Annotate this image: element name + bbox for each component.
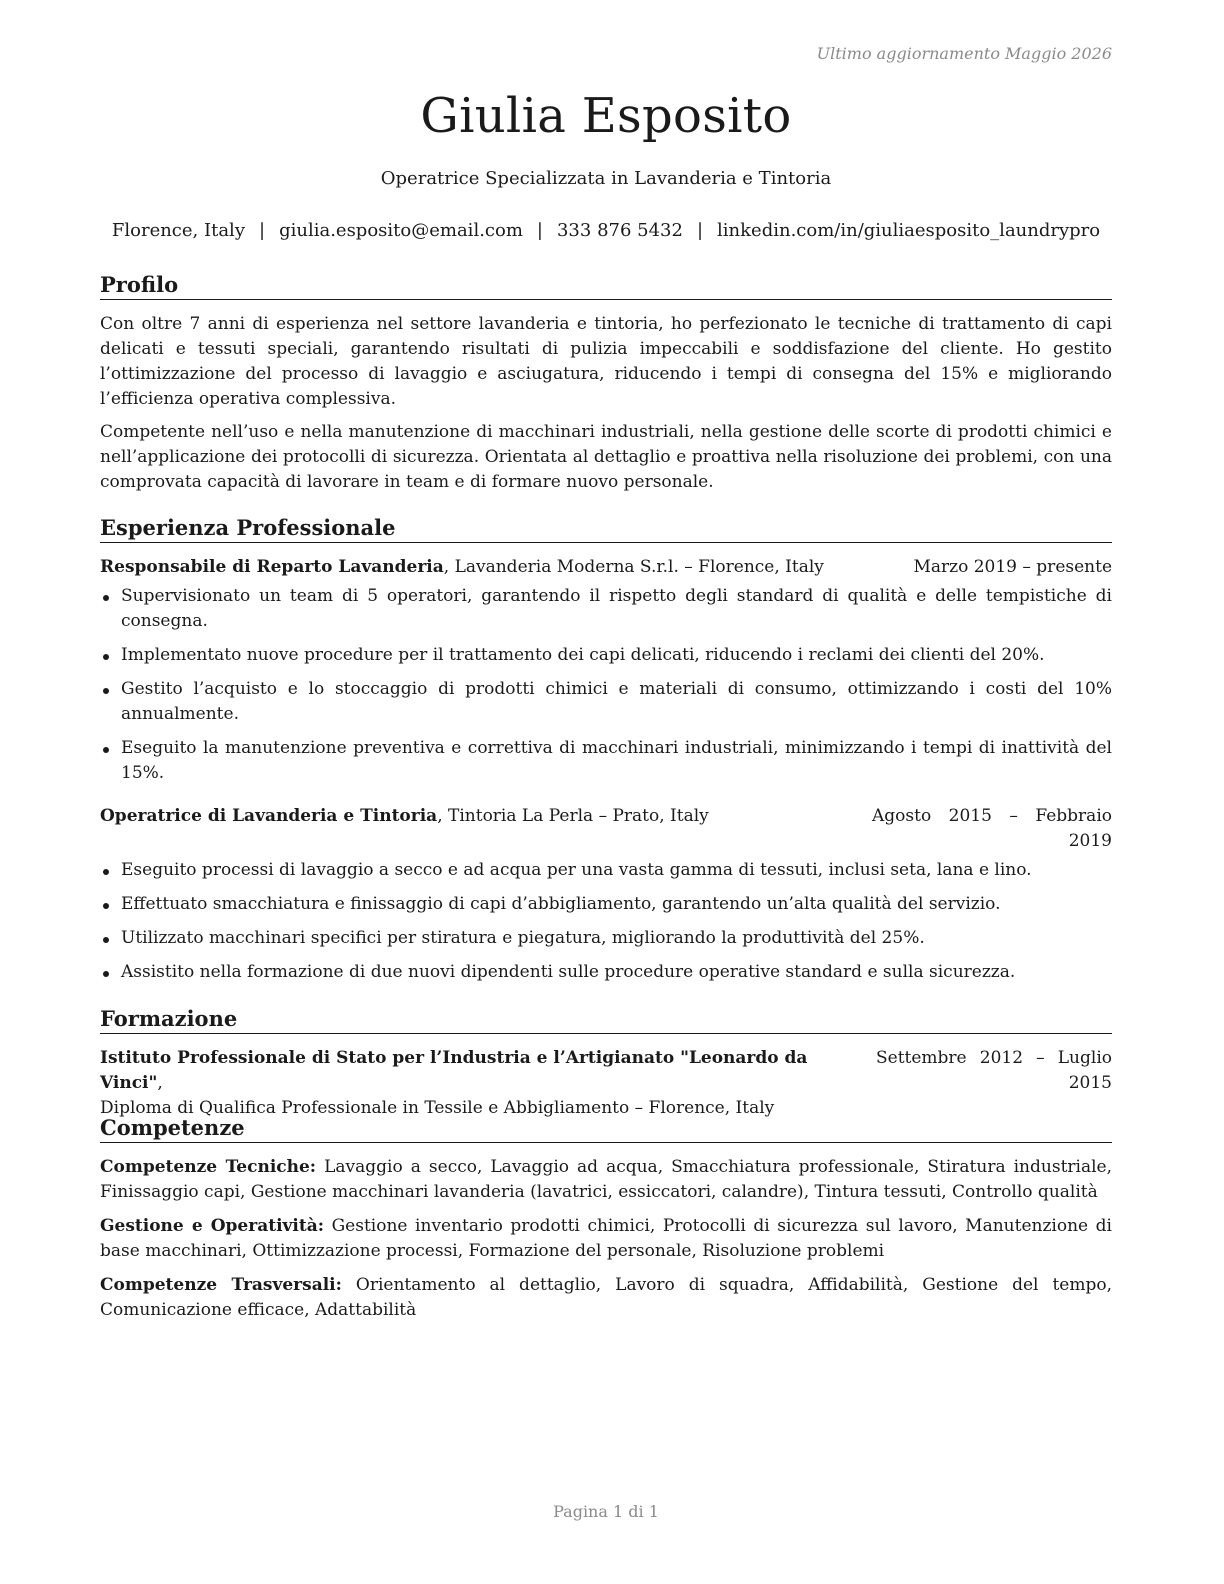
education-school: Istituto Professionale di Stato per l’Industria e l’Artigianato "Leonardo da Vinci" xyxy=(100,1048,808,1093)
education-dates: Settembre 2012 – Luglio 2015 xyxy=(876,1048,1112,1093)
list-item xyxy=(100,677,1112,727)
bullet-icon xyxy=(103,688,109,694)
page-number: Pagina 1 di 1 xyxy=(553,1502,659,1521)
job-company: , Lavanderia Moderna S.r.l. – Florence, Italy xyxy=(443,557,824,577)
job-bullets xyxy=(100,584,1112,786)
bullet-icon xyxy=(103,595,109,601)
contact-linkedin[interactable]: linkedin.com/in/giuliaesposito_laundrypro xyxy=(717,220,1101,241)
skill-group-text: Orientamento al dettaglio, Lavoro di squadra, Affidabilità, Gestione del tempo, Comunicazione efficace, Adattabilità xyxy=(100,1275,1112,1320)
job-bullets xyxy=(100,858,1112,985)
contact-location: Florence, Italy xyxy=(111,220,245,241)
bullet-text: Supervisionato un team di 5 operatori, garantendo il rispetto degli standard di qualità e delle tempistiche di consegna. xyxy=(121,586,1112,631)
list-item xyxy=(100,892,1112,917)
bullet-text: Eseguito processi di lavaggio a secco e ad acqua per una vasta gamma di tessuti, inclusi seta, lana e lino. xyxy=(121,860,1032,880)
list-item xyxy=(100,858,1112,883)
skill-group-text: Gestione inventario prodotti chimici, Protocolli di sicurezza sul lavoro, Manutenzione di base macchinari, Ottimizzazione processi, Formazione del personale, Risoluzione problemi xyxy=(100,1216,1112,1261)
contact-email[interactable]: giulia.esposito@email.com xyxy=(279,220,523,241)
section-skills xyxy=(100,1115,1112,1332)
profile-paragraph: Con oltre 7 anni di esperienza nel settore lavanderia e tintoria, ho perfezionato le tecniche di trattamento di capi delicati e tessuti speciali, garantendo risultati di pulizia impeccabili e soddisfazione del cliente. Ho gestito l’ottimizzazione del processo di lavaggio e asciugatura, riducendo i tempi di consegna del 15% e migliorando l’efficienza operativa complessiva. xyxy=(100,314,1112,409)
contact-phone[interactable]: 333 876 5432 xyxy=(556,220,683,241)
bullet-icon xyxy=(103,747,109,753)
bullet-icon xyxy=(103,903,109,909)
job-dates: Marzo 2019 – presente xyxy=(913,557,1112,577)
bullet-text: Utilizzato macchinari specifici per stiratura e piegatura, migliorando la produttività del 25%. xyxy=(121,928,925,948)
contact-line xyxy=(100,219,1112,243)
job-header xyxy=(100,804,1112,854)
section-title-education: Formazione xyxy=(100,1006,1112,1034)
job-header xyxy=(100,555,1112,580)
section-title-profile: Profilo xyxy=(100,272,1112,300)
profile-paragraph: Competente nell’uso e nella manutenzione di macchinari industriali, nella gestione delle scorte di prodotti chimici e nell’applicazione dei protocolli di sicurezza. Orientata al dettaglio e proattiva nella risoluzione dei problemi, con una comprovata capacità di lavorare in team e di formare nuovo personale. xyxy=(100,422,1112,492)
skill-group xyxy=(100,1214,1112,1264)
job-role: Responsabile di Reparto Lavanderia xyxy=(100,557,444,577)
contact-separator: | xyxy=(696,220,704,241)
resume-page xyxy=(100,0,1112,1584)
bullet-text: Gestito l’acquisto e lo stoccaggio di prodotti chimici e materiali di consumo, ottimizzando i costi del 10% annualmente. xyxy=(121,679,1112,724)
bullet-text: Effettuato smacchiatura e finissaggio di capi d’abbigliamento, garantendo un’alta qualità del servizio. xyxy=(121,894,1001,914)
bullet-text: Assistito nella formazione di due nuovi dipendenti sulle procedure operative standard e sulla sicurezza. xyxy=(121,962,1016,982)
contact-separator: | xyxy=(259,220,266,241)
education-degree: Diploma di Qualifica Professionale in Tessile e Abbigliamento – Florence, Italy xyxy=(100,1098,775,1118)
skill-group-label: Competenze Tecniche: xyxy=(100,1157,317,1177)
bullet-icon xyxy=(103,971,109,977)
section-experience xyxy=(100,515,1112,1003)
list-item xyxy=(100,643,1112,668)
job-dates: Agosto 2015 – Febbraio 2019 xyxy=(872,806,1112,851)
bullet-icon xyxy=(103,869,109,875)
section-education xyxy=(100,1006,1112,1121)
section-profile xyxy=(100,272,1112,503)
bullet-icon xyxy=(103,654,109,660)
section-title-skills: Competenze xyxy=(100,1115,1112,1143)
skill-group-label: Gestione e Operatività: xyxy=(100,1216,325,1236)
list-item xyxy=(100,584,1112,634)
education-school-suffix: , xyxy=(157,1073,163,1093)
job-title: Operatrice Specializzata in Lavanderia e Tintoria xyxy=(380,168,832,189)
section-title-experience: Esperienza Professionale xyxy=(100,515,1112,543)
bullet-text: Eseguito la manutenzione preventiva e correttiva di macchinari industriali, minimizzando i tempi di inattività del 15%. xyxy=(121,738,1112,783)
list-item xyxy=(100,926,1112,951)
last-updated-note: Ultimo aggiornamento Maggio 2026 xyxy=(816,44,1112,63)
skill-group xyxy=(100,1155,1112,1205)
skill-group xyxy=(100,1273,1112,1323)
bullet-icon xyxy=(103,937,109,943)
contact-separator: | xyxy=(536,220,543,241)
list-item xyxy=(100,960,1112,985)
skill-group-label: Competenze Trasversali: xyxy=(100,1275,342,1295)
job-role: Operatrice di Lavanderia e Tintoria xyxy=(100,806,438,826)
job-company: , Tintoria La Perla – Prato, Italy xyxy=(437,806,709,826)
bullet-text: Implementato nuove procedure per il trattamento dei capi delicati, riducendo i reclami dei clienti del 20%. xyxy=(121,645,1045,665)
education-entry xyxy=(100,1046,1112,1121)
candidate-name: Giulia Esposito xyxy=(420,88,792,144)
list-item xyxy=(100,736,1112,786)
skill-group-text: Lavaggio a secco, Lavaggio ad acqua, Smacchiatura professionale, Stiratura industriale, Finissaggio capi, Gestione macchinari lavanderia (lavatrici, essiccatori, calandre), Tintura tessuti, Controllo qualità xyxy=(100,1157,1112,1202)
